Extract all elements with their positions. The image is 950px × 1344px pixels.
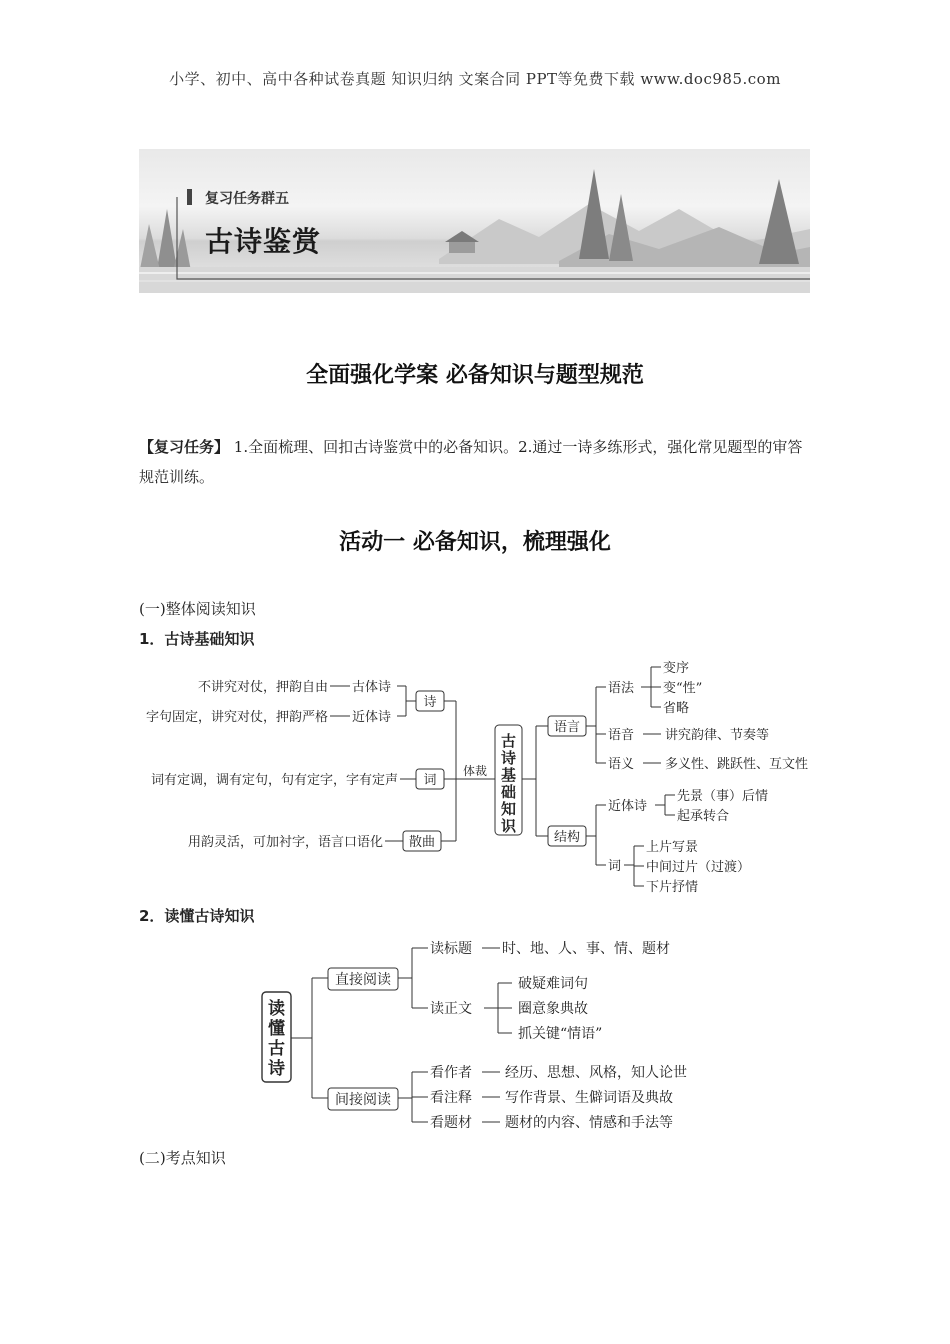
indirect-item-3-desc: 题材的内容、情感和手法等: [505, 1115, 673, 1131]
yufa-item-3: 省略: [663, 701, 690, 716]
ci-item-3: 下片抒情: [646, 880, 699, 895]
subsection-2: 2．读懂古诗知识: [139, 907, 255, 925]
review-task-label: 【复习任务】: [139, 438, 230, 456]
mindmap-poetry-basics: [0, 650, 950, 900]
du-char-4: 诗: [268, 1059, 285, 1079]
center-char-6: 识: [500, 817, 517, 835]
direct-reading-node: 直接阅读: [335, 972, 391, 988]
main-title: 全面强化学案 必备知识与题型规范: [306, 363, 644, 388]
yufa-item-2: 变“性”: [663, 681, 703, 696]
yuyin-desc: 讲究韵律、节奏等: [665, 728, 770, 743]
read-title-label: 读标题: [430, 941, 472, 957]
yuyin-label: 语音: [608, 728, 635, 743]
review-task: [139, 432, 814, 492]
sanqu-node: 散曲: [408, 835, 436, 850]
indirect-item-2-desc: 写作背景、生僻词语及典故: [505, 1090, 673, 1106]
yufa-item-1: 变序: [663, 661, 690, 676]
gutishi-label: 古体诗: [352, 680, 392, 695]
read-text-item-3: 抓关键“情语”: [518, 1026, 603, 1042]
jiegou-jintishi-label: 近体诗: [608, 799, 648, 814]
jintishi-label: 近体诗: [352, 710, 392, 725]
du-char-1: 读: [268, 999, 285, 1019]
sanqu-desc: 用韵灵活，可加衬字，语言口语化: [187, 835, 383, 850]
gutishi-desc: 不讲究对仗，押韵自由: [197, 680, 328, 695]
center-char-5: 知: [500, 800, 517, 818]
read-text-label: 读正文: [430, 1001, 472, 1017]
activity-title: 活动一 必备知识，梳理强化: [339, 530, 611, 555]
yuyi-label: 语义: [608, 757, 635, 772]
read-text-item-1: 破疑难词句: [518, 976, 588, 992]
du-char-2: 懂: [268, 1019, 285, 1039]
yuyi-desc: 多义性、跳跃性、互文性: [665, 757, 809, 772]
ci-item-1: 上片写景: [646, 840, 699, 855]
du-char-3: 古: [268, 1039, 285, 1059]
review-task-text: 1.全面梳理、回扣古诗鉴赏中的必备知识。2.通过一诗多练形式，强化常见题型的审答规范训练。: [139, 438, 803, 486]
jintishi-desc: 字句固定，讲究对仗，押韵严格: [145, 710, 328, 725]
section-heading-2: (二)考点知识: [139, 1149, 226, 1167]
shi-node: 诗: [423, 695, 437, 710]
subsection-1: 1．古诗基础知识: [139, 630, 255, 648]
jiegou-ci-label: 词: [608, 859, 622, 874]
banner-title: 古诗鉴赏: [205, 225, 322, 258]
mindmap-read-poetry: [0, 930, 950, 1140]
center-char-2: 诗: [500, 749, 517, 767]
center-char-1: 古: [500, 732, 517, 750]
tizai-label: 体裁: [462, 764, 488, 778]
read-text-item-2: 圈意象典故: [518, 1001, 588, 1017]
yuyan-node: 语言: [553, 720, 581, 735]
ci-item-2: 中间过片（过渡）: [646, 860, 751, 875]
yufa-label: 语法: [608, 681, 635, 696]
read-title-desc: 时、地、人、事、情、题材: [502, 941, 670, 957]
center-char-3: 基: [500, 766, 517, 784]
jintishi-item-1: 先景（事）后情: [677, 789, 769, 804]
section-heading-1: (一)整体阅读知识: [139, 600, 256, 618]
ci-desc: 词有定调，调有定句，句有定字，字有定声: [150, 773, 398, 788]
ci-node: 词: [423, 773, 437, 788]
indirect-item-2-label: 看注释: [430, 1090, 472, 1106]
indirect-item-1-label: 看作者: [430, 1065, 472, 1081]
indirect-item-1-desc: 经历、思想、风格，知人论世: [505, 1065, 687, 1081]
center-char-4: 础: [500, 783, 517, 801]
indirect-reading-node: 间接阅读: [335, 1092, 391, 1108]
indirect-item-3-label: 看题材: [430, 1115, 472, 1131]
jintishi-item-2: 起承转合: [677, 809, 730, 824]
jiegou-node: 结构: [553, 830, 581, 845]
banner-subtitle: 复习任务群五: [205, 191, 289, 207]
page-header: 小学、初中、高中各种试卷真题 知识归纳 文案合同 PPT等免费下载 www.doc985.com: [169, 70, 781, 88]
